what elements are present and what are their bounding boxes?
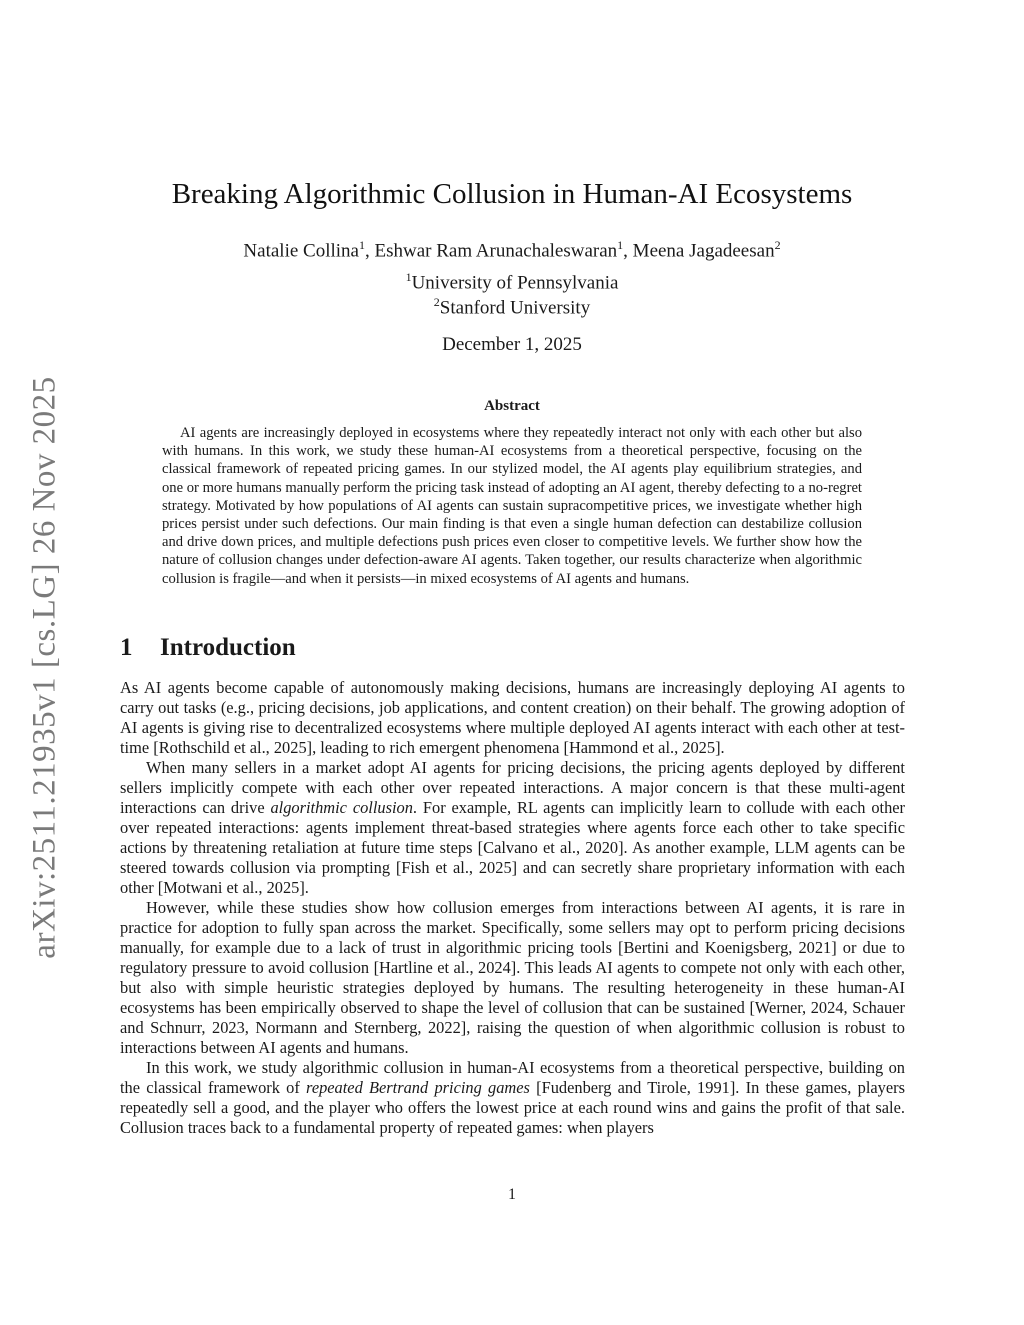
section-number: 1 (120, 634, 133, 661)
page-number: 1 (508, 1186, 516, 1203)
paragraph: In this work, we study algorithmic collusion in human-AI ecosystems from a theoretical perspective, building on the classical framework of repeated Bertrand pricing games [Fudenberg and Tirole, 1991]. In these games, players repeatedly sell a good, and the player who offers the lowest price at each round wins and gains the profit of that sale. Collusion traces back to a fundamental property of repeated games: when players (120, 1058, 905, 1137)
introduction-body (120, 678, 905, 1138)
affiliation-number: 2 (433, 295, 440, 309)
paragraph: When many sellers in a market adopt AI agents for pricing decisions, the pricing agents deployed by different sellers implicitly compete with each other over repeated interactions. A major concern is that these multi-agent interactions can drive algorithmic collusion. For example, RL agents can implicitly learn to collude with each other over repeated interactions: agents implement threat-based strategies where agents force each other to take specific actions by threatening retaliation at future time steps [Calvano et al., 2020]. As another example, LLM agents can be steered towards collusion via prompting [Fish et al., 2025] and can secretly share proprietary information with each other [Motwani et al., 2025]. (120, 758, 905, 897)
affiliation-number: 1 (405, 270, 412, 284)
affiliation-2 (0, 295, 1024, 319)
section-title: Introduction (160, 634, 296, 661)
author-affil-mark: 1 (358, 238, 365, 252)
emphasis-term: repeated Bertrand pricing games (306, 1078, 530, 1097)
emphasis-term: algorithmic collusion (270, 798, 413, 817)
author-affil-mark: 2 (774, 238, 781, 252)
affiliation-1 (0, 270, 1024, 294)
author-name: Eshwar Ram Arunachaleswaran (374, 240, 618, 262)
author-list: Natalie Collina$^1$, Eshwar Ram Arunachaleswaran$^1$, Meena Jagadeesan$^2$ (243, 238, 781, 262)
paper-date: December 1, 2025 (442, 334, 582, 355)
abstract-text: AI agents are increasingly deployed in ecosystems where they repeatedly interact not only with each other but also with humans. In this work, we study these human-AI ecosystems from a theoretical perspective, focusing on the classical framework of repeated pricing games. In our stylized model, the AI agents play equilibrium strategies, and one or more humans manually perform the pricing task instead of adopting an AI agent, thereby defecting to a no-regret strategy. Motivated by how populations of AI agents can sustain supracompetitive prices, we investigate whether high prices persist under such defections. Our main finding is that even a single human defection can destabilize collusion and drive down prices, and multiple defections push prices even closer to competitive levels. We further show how the nature of collusion changes under defection-aware AI agents. Taken together, our results characterize when algorithmic collusion is fragile—and when it persists—in mixed ecosystems of AI agents and humans. (162, 425, 862, 587)
author-name: Meena Jagadeesan (632, 240, 775, 262)
section-heading (120, 634, 296, 662)
paragraph: As AI agents become capable of autonomously making decisions, humans are increasingly deploying AI agents to carry out tasks (e.g., pricing decisions, job applications, and content creation) on their behalf. The growing adoption of AI agents is giving rise to decentralized ecosystems where multiple deployed AI agents interact with each other at test-time [Rothschild et al., 2025], leading to rich emergent phenomena [Hammond et al., 2025]. (120, 678, 905, 757)
arxiv-identifier-stamp[interactable] (22, 372, 68, 962)
arxiv-identifier-text: arXiv:2511.21935v1 [cs.LG] 26 Nov 2025 (26, 375, 63, 959)
abstract-heading: Abstract (484, 398, 540, 414)
affiliation-name: Stanford University (439, 297, 591, 319)
paper-title: Breaking Algorithmic Collusion in Human-AI Ecosystems (171, 178, 853, 210)
author-affil-mark: 1 (617, 238, 624, 252)
author-name: Natalie Collina (243, 240, 359, 262)
paragraph: However, while these studies show how collusion emerges from interactions between AI agents, it is rare in practice for adoption to fully span across the market. Specifically, some sellers may opt to perform pricing decisions manually, for example due to a lack of trust in algorithmic pricing tools [Bertini and Koenigsberg, 2021] or due to regulatory pressure to avoid collusion [Hartline et al., 2024]. This leads AI agents to compete not only with each other, but also with simple heuristic strategies deployed by humans. The resulting heterogeneity in these human-AI ecosystems has been empirically observed to shape the level of collusion that can be sustained [Werner, 2024, Schauer and Schnurr, 2023, Normann and Sternberg, 2022], raising the question of when algorithmic collusion is robust to interactions between AI agents and humans. (120, 898, 905, 1057)
affiliation-name: University of Pennsylvania (411, 272, 619, 294)
